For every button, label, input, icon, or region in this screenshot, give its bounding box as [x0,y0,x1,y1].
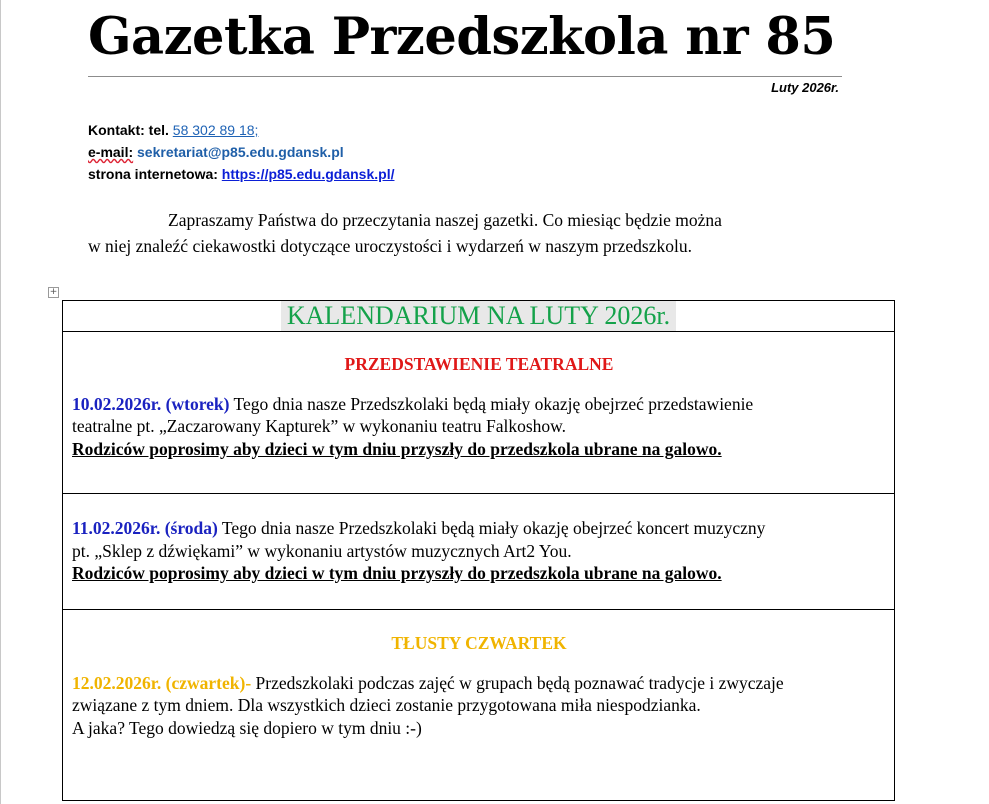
phone-line [88,119,394,141]
page-edge [0,0,1,804]
website-label: strona internetowa: [88,166,218,182]
concert-description [72,517,886,540]
fat-thursday-text-3: A jaka? Tego dowiedzą się dopiero w tym dniu :-) [72,717,422,738]
fat-thursday-text-1: Przedszkolaki podczas zajęć w grupach będą poznawać tradycje i zwyczaje [255,672,784,693]
fat-thursday-description [72,672,886,695]
title-rule [88,76,842,77]
calendar-table [62,300,895,801]
email-label: e-mail: [88,144,134,160]
theatre-cell [63,332,895,494]
fat-thursday-text-2: związane z tym dniem. Dla wszystkich dzieci zostanie przygotowana miła niespodzianka. [72,695,701,715]
email-line [88,141,394,163]
theatre-date: 10.02.2026r. (wtorek) [72,393,230,414]
calendar-heading-cell [63,301,895,332]
concert-dress-note: Rodziców poprosimy aby dzieci w tym dniu przyszły do przedszkola ubrane na galowo. [72,563,722,583]
theatre-text-1: Tego dnia nasze Przedszkolaki będą miały okazję obejrzeć przedstawienie [233,393,754,414]
concert-cell [63,494,895,610]
fat-thursday-cell [63,610,895,801]
table-move-handle-icon[interactable]: + [49,287,58,297]
phone-label: Kontakt: tel. [88,122,169,138]
issue-date: Luty 2026r. [771,80,839,95]
intro-paragraph [88,207,828,259]
fat-thursday-date: 12.02.2026r. (czwartek)- [72,672,252,693]
concert-date: 11.02.2026r. (środa) [72,518,218,538]
theatre-dress-note: Rodziców poprosimy aby dzieci w tym dniu przyszły do przedszkola ubrane na galowo. [72,438,722,459]
concert-text-1: Tego dnia nasze Przedszkolaki będą miały okazję obejrzeć koncert muzyczny [221,518,766,538]
intro-line-2: w niej znaleźć ciekawostki dotyczące uroczystości i wydarzeń w naszym przedszkolu. [88,236,692,256]
fat-thursday-section-title: TŁUSTY CZWARTEK [391,633,567,653]
email-link[interactable]: sekretariat@p85.edu.gdansk.pl [137,144,344,160]
concert-text-2: pt. „Sklep z dźwiękami” w wykonaniu artystów muzycznych Art2 You. [72,540,572,561]
calendar-heading: KALENDARIUM NA LUTY 2026r. [281,301,676,331]
contact-block [88,119,394,185]
theatre-section-title: PRZEDSTAWIENIE TEATRALNE [344,354,614,374]
website-line [88,163,394,185]
theatre-description [72,393,886,416]
newsletter-title: Gazetka Przedszkola nr 85 [88,7,836,67]
phone-link[interactable]: 58 302 89 18; [172,122,259,138]
theatre-text-2: teatralne pt. „Zaczarowany Kapturek” w wykonaniu teatru Falkoshow. [72,416,567,436]
website-link[interactable]: https://p85.edu.gdansk.pl/ [221,166,395,182]
intro-line-1: Zapraszamy Państwa do przeczytania naszej gazetki. Co miesiąc będzie można [168,210,722,230]
